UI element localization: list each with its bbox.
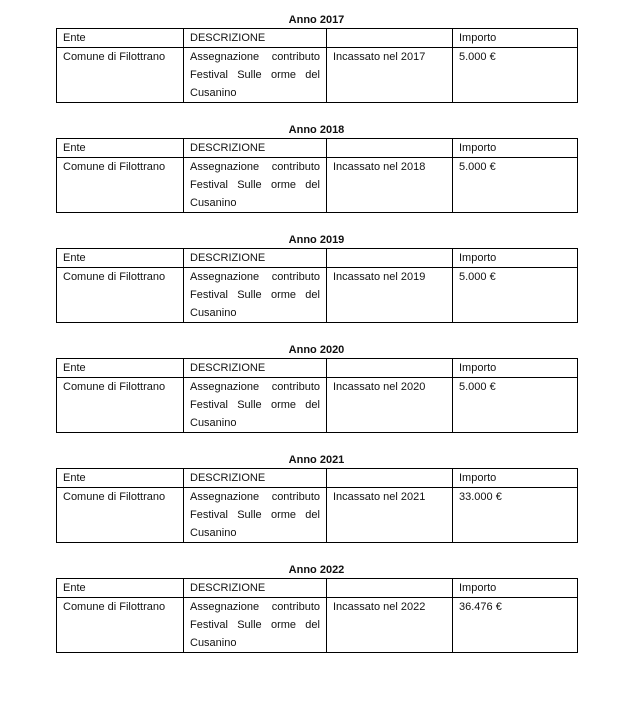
header-importo: Importo xyxy=(453,359,578,378)
header-descrizione: DESCRIZIONE xyxy=(184,139,327,158)
header-ente: Ente xyxy=(57,139,184,158)
table-header-row xyxy=(57,359,578,378)
cell-ente: Comune di Filottrano xyxy=(57,378,184,433)
table-header-row xyxy=(57,139,578,158)
table-row xyxy=(57,488,578,543)
year-block-2020 xyxy=(56,342,577,433)
cell-ente: Comune di Filottrano xyxy=(57,48,184,103)
header-ente: Ente xyxy=(57,469,184,488)
cell-incasso: Incassato nel 2020 xyxy=(327,378,453,433)
cell-descrizione: Assegnazione contributo Festival Sulle orme del Cusanino xyxy=(184,598,327,653)
cell-importo: 33.000 € xyxy=(453,488,578,543)
header-ente: Ente xyxy=(57,249,184,268)
cell-ente: Comune di Filottrano xyxy=(57,268,184,323)
contribution-table xyxy=(56,358,578,433)
table-row xyxy=(57,158,578,213)
contribution-table xyxy=(56,578,578,653)
cell-importo: 5.000 € xyxy=(453,158,578,213)
contribution-table xyxy=(56,28,578,103)
table-header-row xyxy=(57,469,578,488)
header-blank xyxy=(327,139,453,158)
header-ente: Ente xyxy=(57,359,184,378)
table-header-row xyxy=(57,29,578,48)
year-block-2019 xyxy=(56,232,577,323)
header-importo: Importo xyxy=(453,29,578,48)
year-heading: Anno 2017 xyxy=(288,14,345,26)
year-heading: Anno 2020 xyxy=(288,344,345,356)
cell-importo: 5.000 € xyxy=(453,48,578,103)
contribution-table xyxy=(56,248,578,323)
table-row xyxy=(57,598,578,653)
cell-incasso: Incassato nel 2018 xyxy=(327,158,453,213)
header-descrizione: DESCRIZIONE xyxy=(184,249,327,268)
contribution-table xyxy=(56,468,578,543)
header-importo: Importo xyxy=(453,139,578,158)
year-heading: Anno 2019 xyxy=(288,234,345,246)
header-ente: Ente xyxy=(57,29,184,48)
header-descrizione: DESCRIZIONE xyxy=(184,469,327,488)
table-header-row xyxy=(57,249,578,268)
year-block-2022 xyxy=(56,562,577,653)
table-row xyxy=(57,378,578,433)
cell-descrizione: Assegnazione contributo Festival Sulle orme del Cusanino xyxy=(184,378,327,433)
cell-importo: 36.476 € xyxy=(453,598,578,653)
table-header-row xyxy=(57,579,578,598)
year-block-2021 xyxy=(56,452,577,543)
cell-descrizione: Assegnazione contributo Festival Sulle orme del Cusanino xyxy=(184,158,327,213)
cell-ente: Comune di Filottrano xyxy=(57,488,184,543)
cell-ente: Comune di Filottrano xyxy=(57,158,184,213)
header-blank xyxy=(327,469,453,488)
header-importo: Importo xyxy=(453,469,578,488)
cell-incasso: Incassato nel 2021 xyxy=(327,488,453,543)
cell-importo: 5.000 € xyxy=(453,378,578,433)
table-row xyxy=(57,268,578,323)
cell-importo: 5.000 € xyxy=(453,268,578,323)
cell-incasso: Incassato nel 2017 xyxy=(327,48,453,103)
cell-descrizione: Assegnazione contributo Festival Sulle orme del Cusanino xyxy=(184,268,327,323)
header-ente: Ente xyxy=(57,579,184,598)
year-block-2017 xyxy=(56,12,577,103)
header-blank xyxy=(327,29,453,48)
header-importo: Importo xyxy=(453,579,578,598)
cell-incasso: Incassato nel 2019 xyxy=(327,268,453,323)
year-heading: Anno 2021 xyxy=(288,454,345,466)
cell-ente: Comune di Filottrano xyxy=(57,598,184,653)
header-blank xyxy=(327,579,453,598)
year-heading: Anno 2022 xyxy=(288,564,345,576)
cell-incasso: Incassato nel 2022 xyxy=(327,598,453,653)
contribution-table xyxy=(56,138,578,213)
header-descrizione: DESCRIZIONE xyxy=(184,359,327,378)
header-importo: Importo xyxy=(453,249,578,268)
header-descrizione: DESCRIZIONE xyxy=(184,579,327,598)
header-descrizione: DESCRIZIONE xyxy=(184,29,327,48)
table-row xyxy=(57,48,578,103)
cell-descrizione: Assegnazione contributo Festival Sulle orme del Cusanino xyxy=(184,48,327,103)
year-heading: Anno 2018 xyxy=(288,124,345,136)
year-block-2018 xyxy=(56,122,577,213)
header-blank xyxy=(327,249,453,268)
cell-descrizione: Assegnazione contributo Festival Sulle orme del Cusanino xyxy=(184,488,327,543)
header-blank xyxy=(327,359,453,378)
